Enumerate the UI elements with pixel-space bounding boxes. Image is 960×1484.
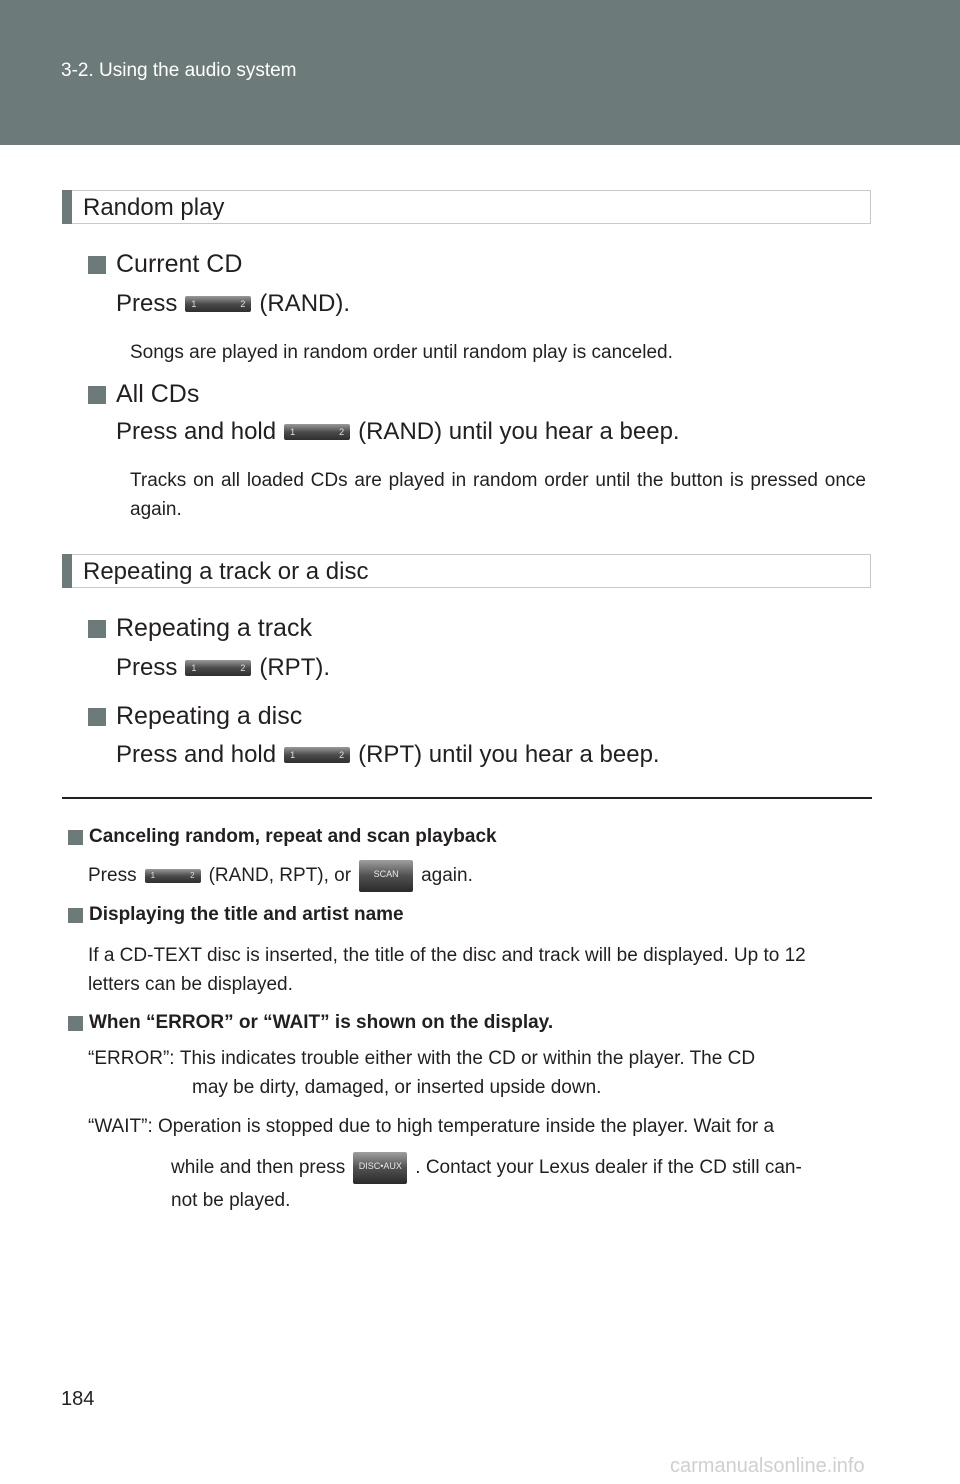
section-accent: [62, 190, 72, 224]
divider: [62, 797, 872, 799]
section-title: Repeating a track or a disc: [83, 558, 369, 585]
bullet-square-icon: [68, 908, 83, 923]
bullet-square-icon: [68, 1016, 83, 1031]
section-accent: [62, 554, 72, 588]
bullet-square-icon: [88, 386, 106, 404]
bullet-square-icon: [68, 830, 83, 845]
wait-line-1: “WAIT”: Operation is stopped due to high temperature inside the player. Wait for a: [88, 1116, 775, 1137]
page-header: [0, 0, 960, 145]
section-title: Random play: [83, 194, 225, 221]
preset-button-icon: 1 2: [284, 424, 350, 440]
subheading-repeat-disc: Repeating a disc: [88, 702, 302, 731]
subheading-all-cds: All CDs: [88, 380, 199, 409]
note-heading-cancel: Canceling random, repeat and scan playback: [68, 826, 497, 848]
section-repeat: [62, 554, 871, 588]
wait-line-3: not be played.: [171, 1190, 291, 1211]
preset-button-icon: 1 2: [145, 869, 201, 883]
preset-button-icon: 1 2: [185, 296, 251, 312]
bullet-square-icon: [88, 620, 106, 638]
note-current-cd: Songs are played in random order until random play is canceled.: [130, 342, 673, 363]
note-cancel-text: Press 1 2 (RAND, RPT), or SCAN again.: [88, 860, 473, 892]
note-heading-display: Displaying the title and artist name: [68, 904, 404, 926]
instruction-repeat-track: Press 1 2 (RPT).: [116, 654, 331, 681]
preset-button-icon: 1 2: [185, 660, 251, 676]
breadcrumb: 3-2. Using the audio system: [61, 60, 297, 81]
instruction-all-cds: Press and hold 1 2 (RAND) until you hear a beep.: [116, 418, 680, 445]
note-heading-error: When “ERROR” or “WAIT” is shown on the display.: [68, 1012, 553, 1034]
error-line-2: may be dirty, damaged, or inserted upside down.: [192, 1077, 602, 1098]
note-display-text: If a CD-TEXT disc is inserted, the title of the disc and track will be displayed. Up to 12 letters can be displayed.: [88, 945, 806, 995]
subheading-current-cd: Current CD: [88, 250, 242, 279]
page-number: 184: [61, 1388, 95, 1410]
wait-line-2: while and then press DISC•AUX . Contact your Lexus dealer if the CD still can-: [171, 1152, 802, 1184]
footer-watermark: carmanualsonline.info: [670, 1455, 865, 1477]
subheading-repeat-track: Repeating a track: [88, 614, 312, 643]
disc-aux-button-icon: DISC•AUX: [353, 1152, 407, 1184]
preset-button-icon: 1 2: [284, 747, 350, 763]
error-line-1: “ERROR”: This indicates trouble either with the CD or within the player. The CD: [88, 1048, 756, 1069]
section-random-play: [62, 190, 871, 224]
instruction-current-cd: Press 1 2 (RAND).: [116, 290, 351, 317]
note-all-cds: Tracks on all loaded CDs are played in random order until the button is pressed once again.: [130, 470, 866, 520]
scan-button-icon: SCAN: [359, 860, 413, 892]
bullet-square-icon: [88, 708, 106, 726]
instruction-repeat-disc: Press and hold 1 2 (RPT) until you hear a beep.: [116, 741, 660, 768]
bullet-square-icon: [88, 256, 106, 274]
